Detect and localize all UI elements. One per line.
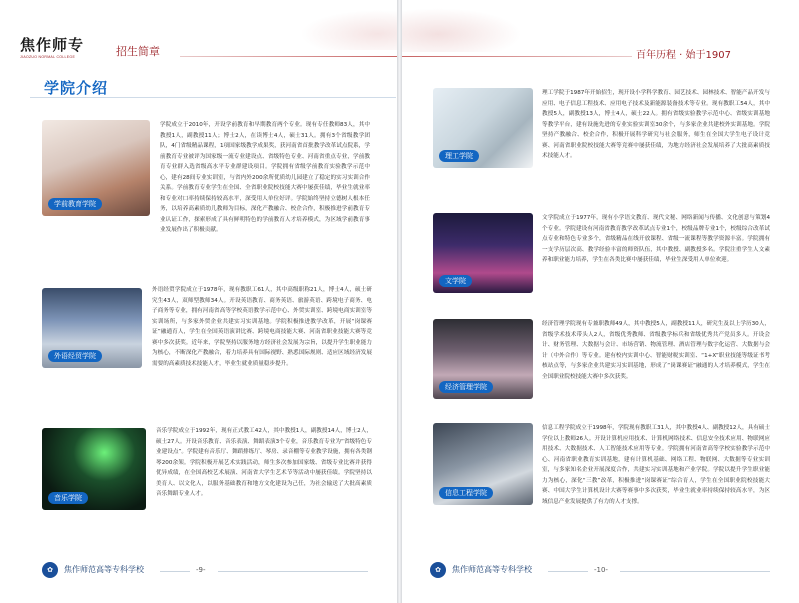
right-page xyxy=(402,0,799,603)
footer-college-name: 焦作师范高等专科学校 xyxy=(64,565,144,574)
photo-caption: 理工学院 xyxy=(439,150,479,162)
photo-caption: 音乐学院 xyxy=(48,492,88,504)
left-footer xyxy=(0,558,397,584)
footer-rule xyxy=(160,571,190,572)
photo-caption: 文学院 xyxy=(439,275,472,287)
photo-caption: 外语经贸学院 xyxy=(48,350,102,362)
page-number: -10- xyxy=(594,566,608,574)
photo-caption: 经济管理学院 xyxy=(439,381,493,393)
economics-text: 经济管理学院现有专兼职教师49人，其中教授5人，副教授11人，研究生及以上学历30人，省级学术技术带头人2人，省级优秀教师、省级教学标兵和省级优秀共产党员多人。开设会计、财务管理、大数据与会计、市场营销、物流管理、酒店管理与数字化运营、大数据与会计（中外合作）等专业。建有校内实训中心、智能财税实训室、“1+X”职业技能等级证书考核站点等，与多家企业共建实习实训基地，形成了“岗课赛证”融通的人才培养模式，学生在全国职业院校技能大赛中多次获奖。 xyxy=(542,321,770,380)
science-engineering-photo xyxy=(433,88,533,168)
footer-rule xyxy=(218,571,368,572)
literature-text: 文学院成立于1977年，现有小学语文教育、现代文秘、网络新闻与传播、文化创意与策划4个专业。学院建设有河南省教育教学改革试点专业1个，校级品牌专业1个，校级综合改革试点专业和特色专业多个，省级精品在线开放课程、省级一流课程等教学资源丰富。学院拥有一支学历层次高、教学经验丰富的师资队伍，其中教授、副教授多名。学院注重学生人文素养和职业能力培养，学生在各类比赛中屡获佳绩，毕业生深受用人单位欢迎。 xyxy=(542,215,770,263)
preschool-text: 学院成立于2010年，开设学前教育和早期教育两个专业。现有专任教师83人，其中教授1人，副教授11人；博士2人，在读博士4人，硕士31人。拥有3个省级教学团队，4门省级精品课程，1项国家级教学成果奖，获河南省首批教学改革试点院系，学前教育专业被评为国家级一流专业建设点、省级特色专业、河南省重点专业，学前教育专业群入选省级高水平专业群建设项目。学院拥有省级学前教育实验教学示范中心，建有28间专业实训室，与省内外200余所优质幼儿园建立了稳定的实习实训合作关系。学前教育专业学生在全国、全省职业院校技能大赛中屡获佳绩，毕业生就业率和专业对口率持续保持较高水平，深受用人单位好评。学院始终坚持立德树人根本任务，以培养高素质幼儿教师为目标，深化产教融合、校企合作，积极推进学前教育专业认证工作，探索形成了具有鲜明特色的学前教育人才培养模式，为区域学前教育事业发展作出了积极贡献。 xyxy=(160,122,370,233)
foreign-trade-photo xyxy=(42,288,142,368)
page-number: -9- xyxy=(196,566,206,574)
college-emblem-icon: ✿ xyxy=(42,562,58,578)
header-rule xyxy=(402,56,632,57)
footer-rule xyxy=(548,571,588,572)
college-logo-subtitle: JIAOZUO NORMAL COLLEGE xyxy=(20,55,76,59)
heading-underline xyxy=(30,97,396,98)
music-text: 音乐学院成立于1992年，现有正式教工42人，其中教授1人，副教授14人，博士2人，硕士27人。开设音乐教育、音乐表演、舞蹈表演3个专业，音乐教育专业为“省级特色专业建设点”。学院建有音乐厅、舞蹈排练厅、琴房、录音棚等专业教学设施，拥有各类钢琴200余架。学院积极开展艺术实践活动，师生多次参加国家级、省级专业比赛并获得优异成绩，在全国高校艺术展演、河南省大学生艺术节等活动中屡获佳绩。学院坚持以美育人、以文化人，以服务基础教育和地方文化建设为己任，为社会输送了大批高素质音乐舞蹈专业人才。 xyxy=(156,428,372,497)
college-logo-text: 焦作师专 xyxy=(20,36,85,54)
preschool-photo xyxy=(42,120,150,216)
right-footer xyxy=(402,558,799,584)
header-decoration xyxy=(402,8,522,52)
header-rule xyxy=(180,56,397,57)
left-header xyxy=(0,0,397,66)
science-engineering-text: 理工学院于1987年开始招生，现开设小学科学教育、园艺技术、园林技术、智能产品开发与应用、电子信息工程技术、应用电子技术及新能源装备技术等专业。现有教职工54人，其中教授5人，副教授13人，博士4人，硕士22人。拥有省级实验教学示范中心、省级实训基地等教学平台，建有设施先进的专业实验实训室30余个，与多家企业共建校外实训基地。学院坚持产教融合、校企合作，积极开展科学研究与社会服务，师生在全国大学生电子设计竞赛、河南省职业院校技能大赛等竞赛中屡获佳绩，为地方经济社会发展培养了大批高素质技术技能人才。 xyxy=(542,90,770,159)
section-label: 招生简章 xyxy=(116,45,160,58)
literature-photo xyxy=(433,213,533,293)
information-engineering-text: 信息工程学院成立于1998年，学院现有教职工31人，其中教授4人、副教授12人，具有硕士学位以上教师26人。开设计算机应用技术、计算机网络技术、信息安全技术应用、物联网应用技术、大数据技术、人工智能技术应用等专业。学院拥有河南省高等学校实验教学示范中心、河南省职业教育实训基地，建有计算机基础、网络工程、物联网、大数据等专业实训室，与多家知名企业开展深度合作，共建实习实训基地和产业学院。学院以提升学生职业能力为核心，深化“三教”改革，积极推进“岗课赛证”综合育人，学生在全国职业院校技能大赛、中国大学生计算机设计大赛等赛事中多次获奖，毕业生就业率持续保持较高水平，为区域信息产业发展提供了有力的人才支撑。 xyxy=(542,425,770,505)
footer-rule xyxy=(620,571,770,572)
economics-photo xyxy=(433,319,533,399)
century-tag: 百年历程 · 始于1907 xyxy=(636,50,731,61)
footer-college-name: 焦作师范高等专科学校 xyxy=(452,565,532,574)
information-engineering-photo xyxy=(433,423,533,505)
photo-caption: 信息工程学院 xyxy=(439,487,493,499)
page-heading: 学院介绍 xyxy=(44,79,109,97)
foreign-trade-text: 外语经贸学院成立于1978年，现有教职工61人，其中高级职称21人，博士4人，硕士研究生43人，双师型教师34人。开设英语教育、商务英语、旅游英语、跨境电子商务、电子商务等专业，拥有河南省高等学校英语教学示范中心、外贸实训室、跨境电商实训室等实训场所，与多家外贸企业共建实习实训基地。学院积极推进教学改革，开展“岗课赛证”融通育人，学生在全国英语演讲比赛、跨境电商技能大赛、河南省职业技能大赛等竞赛中多次获奖。近年来，学院坚持以服务地方经济社会发展为宗旨，以提升学生职业能力为核心，不断深化产教融合，着力培养具有国际视野、熟悉国际规则、适应区域经济发展需要的高素质技术技能人才，毕业生就业质量稳步提升。 xyxy=(152,287,372,367)
left-page xyxy=(0,0,397,603)
photo-caption: 学前教育学院 xyxy=(48,198,102,210)
header-decoration xyxy=(300,10,397,50)
music-photo xyxy=(42,428,146,510)
college-emblem-icon: ✿ xyxy=(430,562,446,578)
